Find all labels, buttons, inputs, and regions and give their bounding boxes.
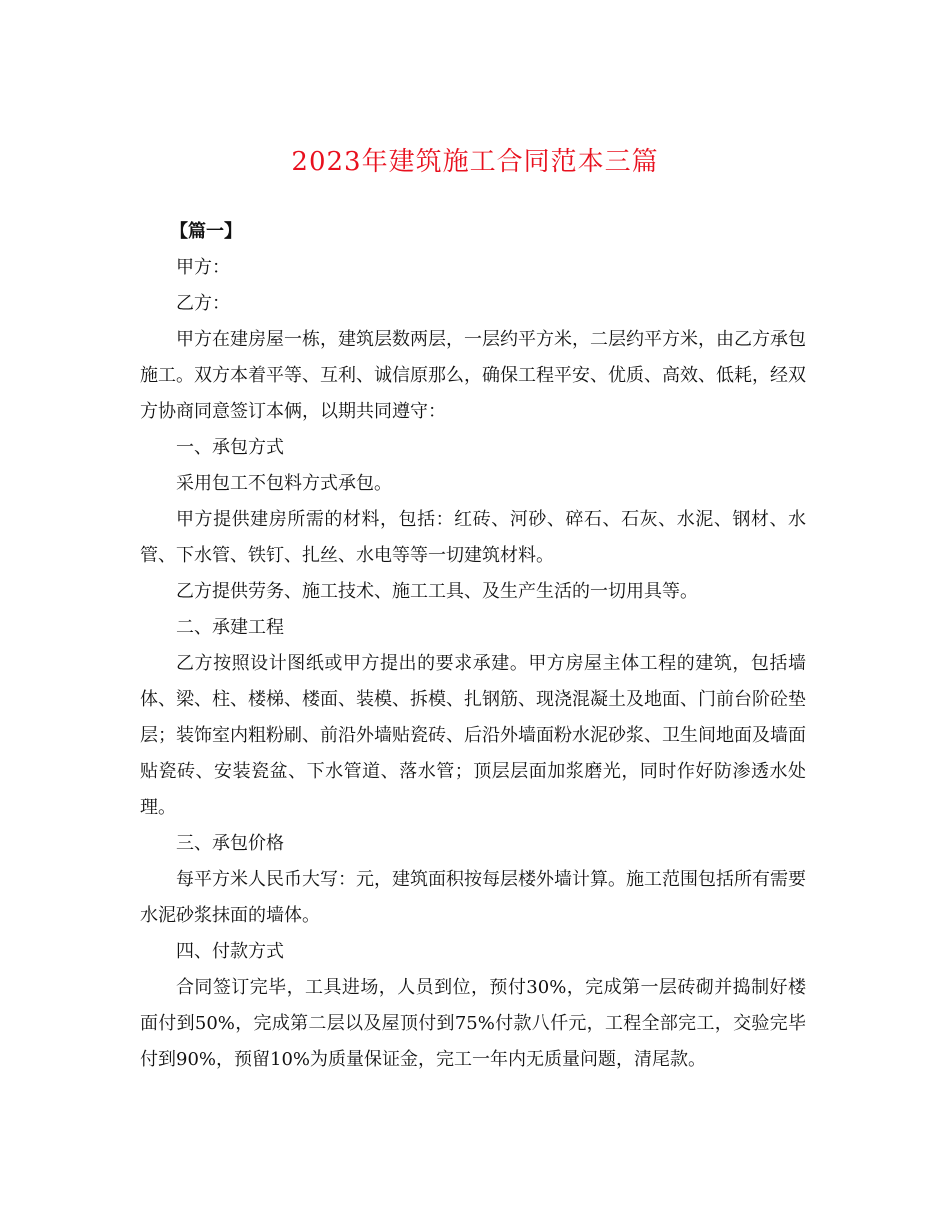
body-paragraph: 乙方按照设计图纸或甲方提出的要求承建。甲方房屋主体工程的建筑，包括墙体、梁、柱、楼梯、楼面、装模、拆模、扎钢筋、现浇混凝土及地面、门前台阶砼垫层；装饰室内粗粉刷、前沿外墙贴瓷砖、后沿外墙面粉水泥砂浆、卫生间地面及墙面贴瓷砖、安装瓷盆、下水管道、落水管；顶层层面加浆磨光，同时作好防渗透水处理。 [140, 653, 806, 818]
party-a-line: 甲方： [176, 257, 230, 278]
document-body [140, 214, 806, 1078]
document-title: 2023年建筑施工合同范本三篇 [291, 147, 659, 177]
clause-heading-construction-scope: 二、承建工程 [176, 617, 284, 638]
body-paragraph: 每平方米人民币大写：元，建筑面积按每层楼外墙计算。施工范围包括所有需要水泥砂浆抹面的墙体。 [140, 869, 806, 926]
body-paragraph: 采用包工不包料方式承包。 [176, 473, 392, 494]
intro-paragraph: 甲方在建房屋一栋，建筑层数两层，一层约平方米，二层约平方米，由乙方承包施工。双方本着平等、互利、诚信原那么，确保工程平安、优质、高效、低耗，经双方协商同意签订本俩，以期共同遵守： [140, 329, 806, 422]
party-b-line: 乙方： [176, 293, 230, 314]
body-paragraph: 甲方提供建房所需的材料，包括：红砖、河砂、碎石、石灰、水泥、钢材、水管、下水管、铁钉、扎丝、水电等等一切建筑材料。 [140, 509, 806, 566]
body-paragraph: 乙方提供劳务、施工技术、施工工具、及生产生活的一切用具等。 [176, 581, 698, 602]
clause-heading-contract-method: 一、承包方式 [176, 437, 284, 458]
body-paragraph: 合同签订完毕，工具进场，人员到位，预付30%，完成第一层砖砌并捣制好楼面付到50%，完成第二层以及屋顶付到75%付款八仟元，工程全部完工，交验完毕付到90%，预留10%为质量保证金，完工一年内无质量问题，清尾款。 [140, 977, 806, 1070]
section-heading: 【篇一】 [170, 221, 242, 242]
clause-heading-payment-method: 四、付款方式 [176, 941, 284, 962]
clause-heading-contract-price: 三、承包价格 [176, 833, 284, 854]
